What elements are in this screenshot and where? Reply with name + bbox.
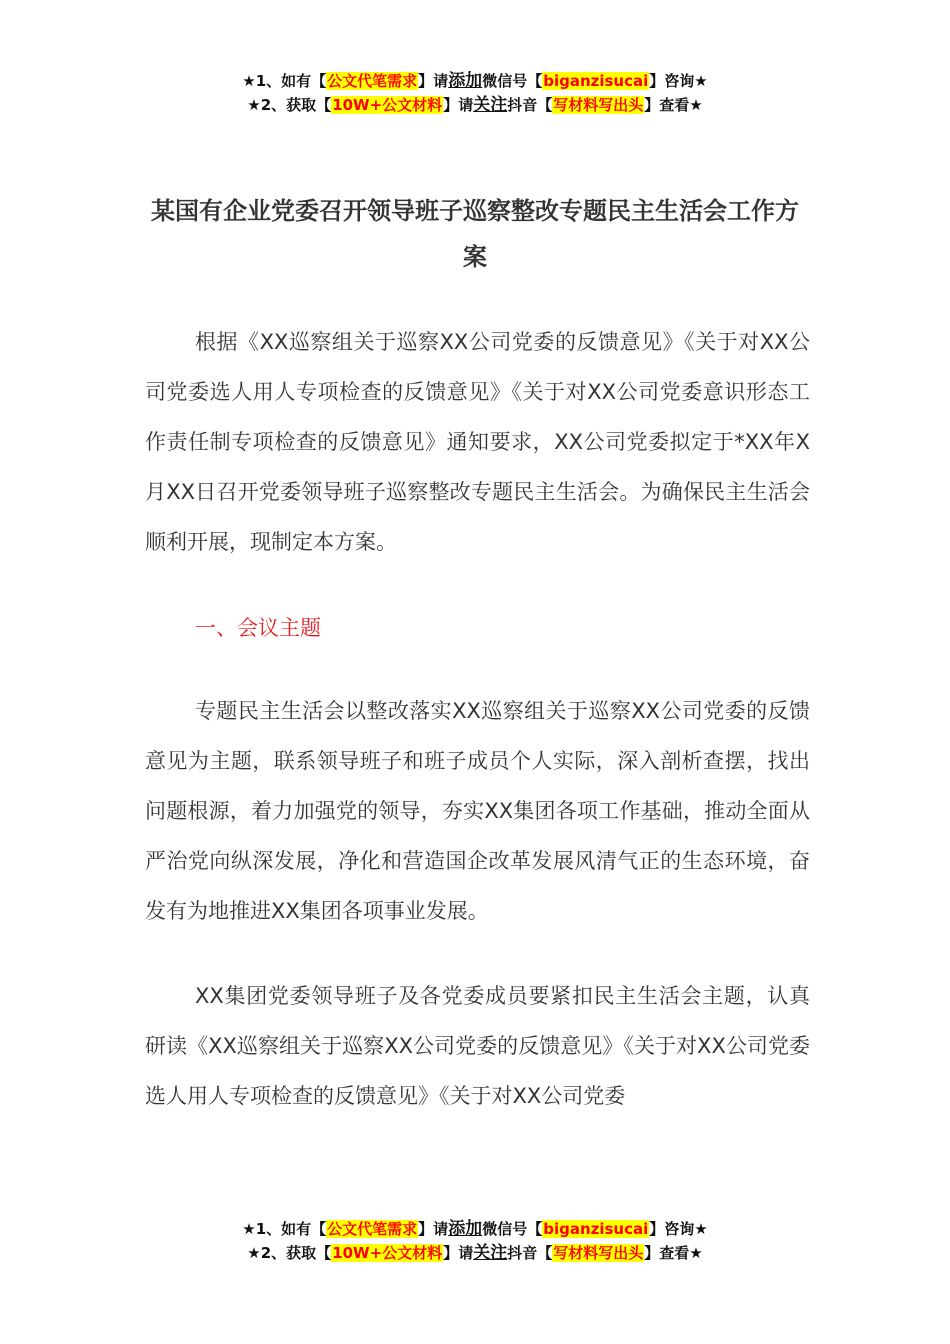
- section-heading: 一、会议主题: [195, 616, 321, 640]
- banner-emphasis: 关注: [473, 1243, 508, 1263]
- banner-text: 】请: [443, 96, 474, 114]
- paragraph-requirements: XX集团党委领导班子及各党委成员要紧扣民主生活会主题，认真研读《XX巡察组关于巡察XX公司党委的反馈意见》《关于对XX公司党委选人用人专项检查的反馈意见》《关于对XX公司党委: [145, 984, 810, 1108]
- banner-text: 】咨询★: [649, 72, 708, 90]
- banner-text: 】咨询★: [649, 1220, 708, 1238]
- banner-text: 微信号【: [482, 1220, 543, 1238]
- banner-line-2: [0, 1241, 950, 1265]
- banner-text: 微信号【: [482, 72, 543, 90]
- banner-highlight: 写材料写出头: [553, 96, 644, 114]
- banner-text: ★2、获取【: [247, 96, 332, 114]
- banner-highlight: 10W+公文材料: [332, 1244, 443, 1262]
- banner-emphasis: 添加: [448, 1219, 483, 1239]
- banner-text: ★2、获取【: [247, 1244, 332, 1262]
- banner-emphasis: 关注: [473, 95, 508, 115]
- banner-highlight: 写材料写出头: [553, 1244, 644, 1262]
- banner-highlight: 公文代笔需求: [327, 1220, 418, 1238]
- header-banner: [0, 69, 950, 117]
- banner-text: 】请: [443, 1244, 474, 1262]
- footer-banner: [0, 1217, 950, 1265]
- banner-line-1: [0, 69, 950, 93]
- banner-emphasis: 添加: [448, 71, 483, 91]
- banner-text: 】查看★: [644, 1244, 703, 1262]
- paragraph-theme: 专题民主生活会以整改落实XX巡察组关于巡察XX公司党委的反馈意见为主题，联系领导班子和班子成员个人实际，深入剖析查摆，找出问题根源，着力加强党的领导，夯实XX集团各项工作基础，推动全面从严治党向纵深发展，净化和营造国企改革发展风清气正的生态环境，奋发有为地推进XX集团各项事业发展。: [145, 699, 810, 923]
- banner-text: 】请: [418, 1220, 449, 1238]
- document-title: 某国有企业党委召开领导班子巡察整改专题民主生活会工作方案: [151, 197, 799, 271]
- banner-highlight: 10W+公文材料: [332, 96, 443, 114]
- banner-highlight: 公文代笔需求: [327, 72, 418, 90]
- banner-highlight: biganzisucai: [543, 1220, 649, 1238]
- banner-text: ★1、如有【: [242, 72, 327, 90]
- banner-line-2: [0, 93, 950, 117]
- paragraph-intro: 根据《XX巡察组关于巡察XX公司党委的反馈意见》《关于对XX公司党委选人用人专项检查的反馈意见》《关于对XX公司党委意识形态工作责任制专项检查的反馈意见》通知要求，XX公司党委拟定于*XX年X月XX日召开党委领导班子巡察整改专题民主生活会。为确保民主生活会顺利开展，现制定本方案。: [145, 330, 810, 554]
- banner-text: 抖音【: [507, 96, 553, 114]
- banner-line-1: [0, 1217, 950, 1241]
- banner-text: 】查看★: [644, 96, 703, 114]
- banner-text: 抖音【: [507, 1244, 553, 1262]
- banner-text: 】请: [418, 72, 449, 90]
- banner-highlight: biganzisucai: [543, 72, 649, 90]
- banner-text: ★1、如有【: [242, 1220, 327, 1238]
